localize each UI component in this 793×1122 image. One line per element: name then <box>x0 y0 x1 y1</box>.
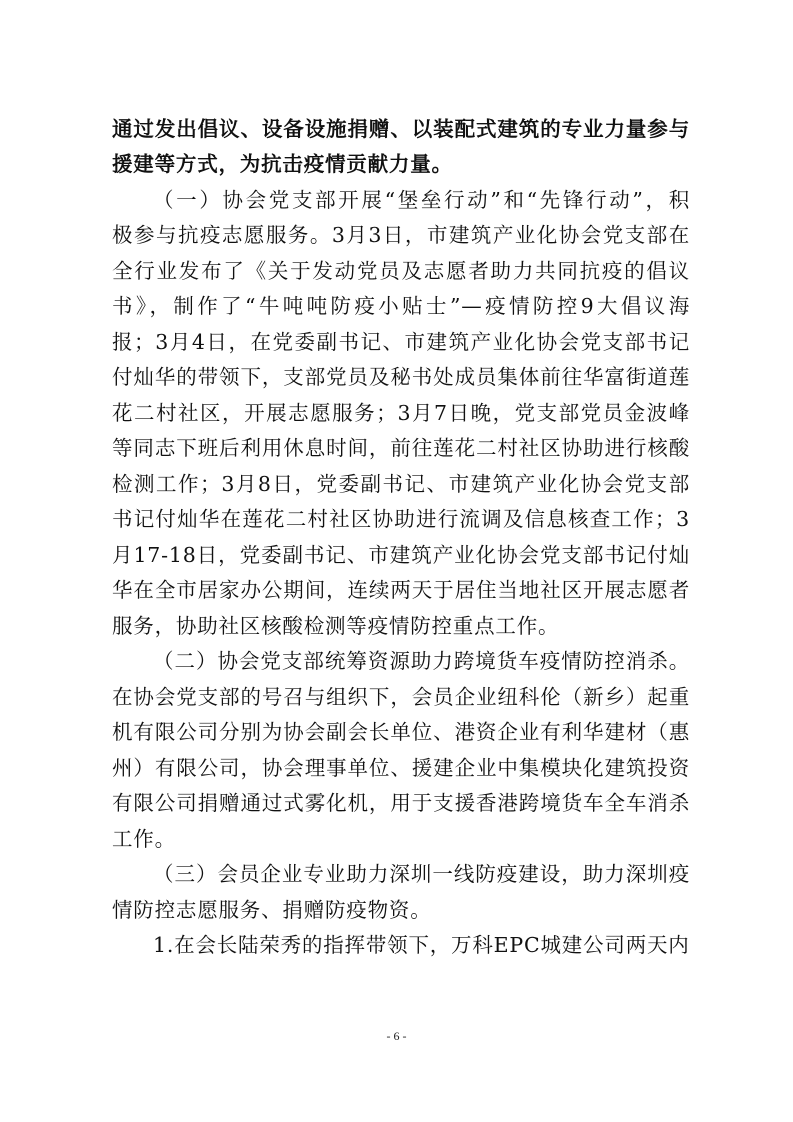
body-line: 检测工作；3月8日，党委副书记、市建筑产业化协会党支部 <box>112 472 690 496</box>
section-heading-1: （一）协会党支部开展“堡垒行动”和“先锋行动”，积 <box>153 188 690 212</box>
body-line: 情防控志愿服务、捐赠防疫物资。 <box>112 898 432 922</box>
body-line: 工作。 <box>112 827 176 851</box>
section-heading-2: （二）协会党支部统筹资源助力跨境货车疫情防控消杀。 <box>153 649 690 673</box>
body-line: 全行业发布了《关于发动党员及志愿者助力共同抗疫的倡议 <box>112 259 690 283</box>
body-line: 书记付灿华在莲花二村社区协助进行流调及信息核查工作；3 <box>112 507 690 531</box>
body-line: 服务，协助社区核酸检测等疫情防控重点工作。 <box>112 614 560 638</box>
body-line: 华在全市居家办公期间，连续两天于居住当地社区开展志愿者 <box>112 578 690 602</box>
body-line: 报；3月4日，在党委副书记、市建筑产业化协会党支部书记 <box>112 330 690 354</box>
body-line-bold: 援建等方式，为抗击疫情贡献力量。 <box>112 152 453 176</box>
page-number: - 6 - <box>386 1029 407 1043</box>
body-line: 书》，制作了“牛吨吨防疫小贴士”—疫情防控9大倡议海 <box>112 294 690 318</box>
body-line: 有限公司捐赠通过式雾化机，用于支援香港跨境货车全车消杀 <box>112 791 690 815</box>
body-line: 在协会党支部的号召与组织下，会员企业纽科伦（新乡）起重 <box>112 685 690 709</box>
section-heading-3: （三）会员企业专业助力深圳一线防疫建设，助力深圳疫 <box>153 862 690 886</box>
body-line: 花二村社区，开展志愿服务；3月7日晚，党支部党员金波峰 <box>112 401 690 425</box>
body-line: 州）有限公司，协会理事单位、援建企业中集模块化建筑投资 <box>112 756 690 780</box>
body-line: 等同志下班后利用休息时间，前往莲花二村社区协助进行核酸 <box>112 436 690 460</box>
body-line: 月17-18日，党委副书记、市建筑产业化协会党支部书记付灿 <box>112 543 690 567</box>
numbered-item-1: 1.在会长陆荣秀的指挥带领下，万科EPC城建公司两天内 <box>153 933 690 957</box>
body-line-bold: 通过发出倡议、设备设施捐赠、以装配式建筑的专业力量参与 <box>112 117 690 141</box>
body-line: 机有限公司分别为协会副会长单位、港资企业有利华建材（惠 <box>112 720 690 744</box>
body-line: 极参与抗疫志愿服务。3月3日，市建筑产业化协会党支部在 <box>112 223 690 247</box>
body-line: 付灿华的带领下，支部党员及秘书处成员集体前往华富街道莲 <box>112 365 690 389</box>
